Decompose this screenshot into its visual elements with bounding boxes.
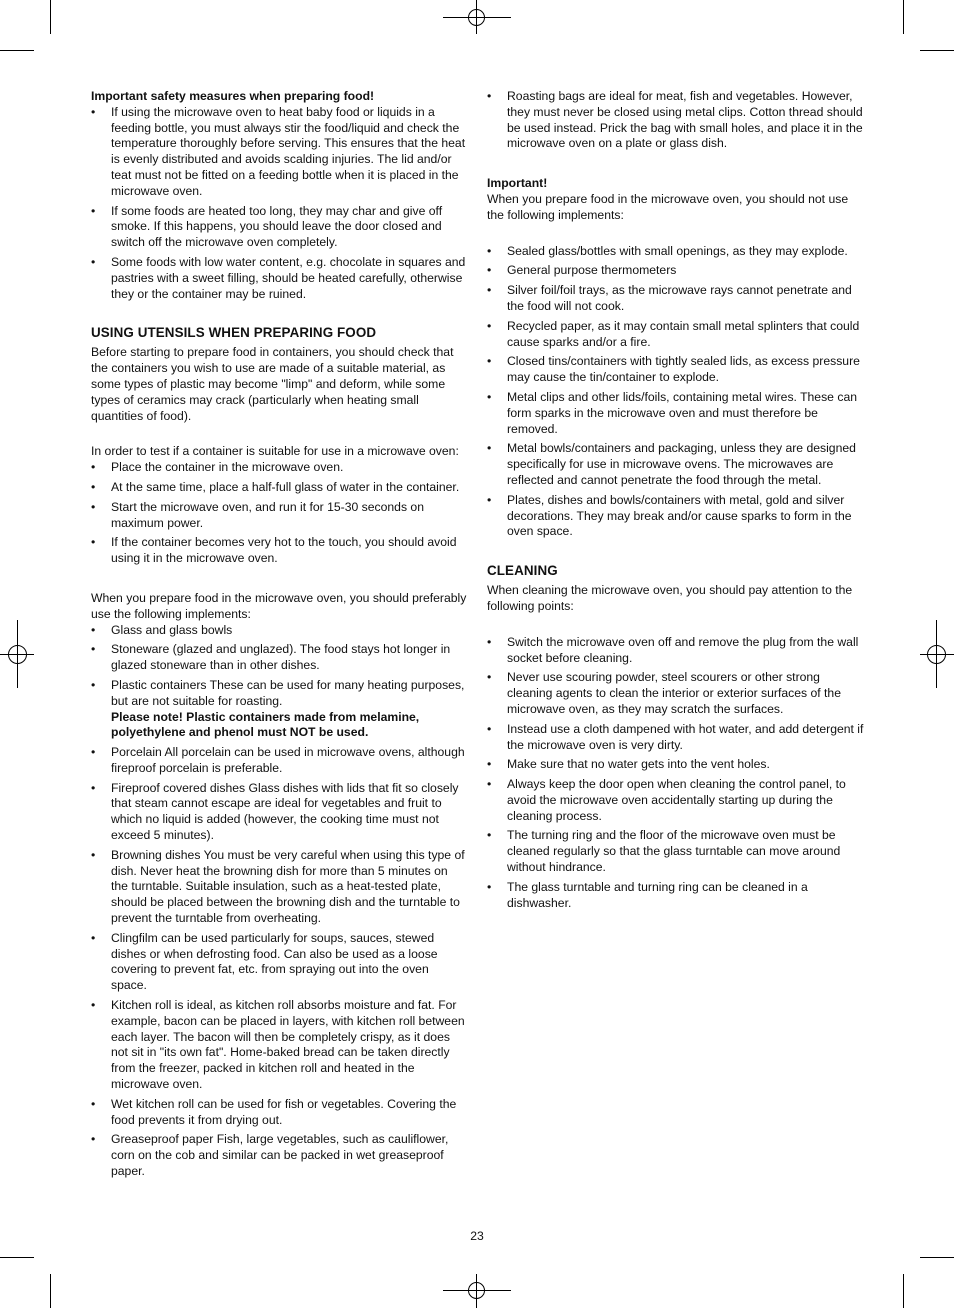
list-item: • If using the microwave oven to heat baby food or liquids in a feeding bottle, you must always stir the food/liquid and check the temperature thoroughly before serving. This ensures that the heat is evenly distributed and avoids scalding injuries. The lid and/or teat must not be fitted on a feeding bottle when it is placed in the microwave oven. [91,105,468,200]
list-item: • Silver foil/foil trays, as the microwave rays cannot penetrate and the food will not cook. [487,283,864,315]
list-item: • Metal clips and other lids/foils, containing metal wires. These can form sparks in the microwave oven and must therefore be removed. [487,390,864,437]
avoid-list [487,244,864,541]
list-item [91,678,468,741]
list-item: • Plates, dishes and bowls/containers with metal, gold and silver decorations. They may break and/or cause sparks to form in the oven space. [487,493,864,540]
list-item: • Start the microwave oven, and run it for 15-30 seconds on maximum power. [91,500,468,532]
list-item: • Instead use a cloth dampened with hot water, and add detergent if the microwave oven is very dirty. [487,722,864,754]
list-item: • Switch the microwave oven off and remove the plug from the wall socket before cleaning. [487,635,864,667]
prefer-list [91,623,468,1180]
crop-mark-bl-v [50,1274,51,1308]
crop-mark-tr-h [920,50,954,51]
list-item: • Always keep the door open when cleaning the control panel, to avoid the microwave oven accidentally starting up during the cleaning process. [487,777,864,824]
crop-mark-br-h [920,1257,954,1258]
utensils-heading: USING UTENSILS WHEN PREPARING FOOD [91,325,377,341]
roasting-list [487,89,864,152]
list-item: • Porcelain All porcelain can be used in microwave ovens, although fireproof porcelain is preferable. [91,745,468,777]
cleaning-heading: CLEANING [487,563,558,579]
list-item: • Recycled paper, as it may contain small metal splinters that could cause sparks and/or a fire. [487,319,864,351]
plastic-text: Plastic containers These can be used for many heating purposes, but are not suitable for roasting. [111,677,465,708]
list-item: • Sealed glass/bottles with small openings, as they may explode. [487,244,864,260]
list-item: • Some foods with low water content, e.g. chocolate in squares and pastries with a sweet filling, should be heated carefully, otherwise they or the container may be ruined. [91,255,468,302]
list-item: • Wet kitchen roll can be used for fish or vegetables. Covering the food prevents it from drying out. [91,1097,468,1129]
list-item: • If the container becomes very hot to the touch, you should avoid using it in the microwave oven. [91,535,468,567]
page-number: 23 [470,1229,484,1243]
list-item: • Closed tins/containers with tightly sealed lids, as excess pressure may cause the tin/container to explode. [487,354,864,386]
important-heading: Important! [487,176,548,191]
cleaning-list [487,635,864,912]
cleaning-intro: When cleaning the microwave oven, you should pay attention to the following points: [487,583,853,613]
list-item: • If some foods are heated too long, they may char and give off smoke. If this happens, you should leave the door closed and switch off the microwave oven completely. [91,204,468,251]
right-column [487,89,864,915]
crop-mark-bl-h [0,1257,34,1258]
safety-list [91,105,468,303]
reg-mark-right-circle [927,645,946,664]
list-item: • General purpose thermometers [487,263,864,279]
important-intro: When you prepare food in the microwave oven, you should not use the following implements: [487,191,849,222]
crop-mark-tr-v [903,0,904,34]
list-item: • Browning dishes You must be very careful when using this type of dish. Never heat the browning dish for more than 5 minutes on the turntable. Suitable insulation, such as a heat-tested plate, should be placed between the browning dish and the turntable to prevent the turntable from overheating. [91,848,468,927]
list-item: • Metal bowls/containers and packaging, unless they are designed specifically for use in microwave ovens. The microwaves are reflected and cannot penetrate the food through the metal. [487,441,864,488]
list-item: • Greaseproof paper Fish, large vegetables, such as cauliflower, corn on the cob and similar can be packed in wet greaseproof paper. [91,1132,468,1179]
reg-mark-top-circle [468,9,485,26]
list-item: • Never use scouring powder, steel scourers or other strong cleaning agents to clean the interior or exterior surfaces of the microwave oven, as they may scratch the surfaces. [487,670,864,717]
list-item: • The turning ring and the floor of the microwave oven must be cleaned regularly so that the glass turntable can move around without hindrance. [487,828,864,875]
list-item: • Kitchen roll is ideal, as kitchen roll absorbs moisture and fat. For example, bacon can be placed in layers, with kitchen roll between each layer. The bacon will then be completely crispy, as it does not sit in "its own fat". Home-baked bread can be taken directly from the freezer, packed in kitchen roll and heated in the microwave oven. [91,998,468,1093]
list-item: • Stoneware (glazed and unglazed). The food stays hot longer in glazed stoneware than in other dishes. [91,642,468,674]
list-item: • At the same time, place a half-full glass of water in the container. [91,480,468,496]
list-item: • Clingfilm can be used particularly for soups, sauces, stewed dishes or when defrosting food. Can also be used as a loose covering to prevent fat, etc. from spraying out into the oven space. [91,931,468,994]
left-column [91,89,468,1184]
utensils-intro: Before starting to prepare food in containers, you should check that the containers you wish to use are made of a suitable material, as some types of plastic may become "limp" and deform, while some types of ceramics may crack (particularly when heating small quantities of food). [91,345,454,423]
reg-mark-bottom-circle [468,1282,485,1299]
safety-heading: Important safety measures when preparing food! [91,89,375,103]
crop-mark-tl-h [0,50,34,51]
list-item: • Place the container in the microwave oven. [91,460,468,476]
test-list [91,460,468,567]
list-item: • Make sure that no water gets into the vent holes. [487,757,864,773]
list-item: • Glass and glass bowls [91,623,468,639]
prefer-intro: When you prepare food in the microwave oven, you should preferably use the following implements: [91,590,467,621]
plastic-warning: Please note! Plastic containers made from melamine, polyethylene and phenol must NOT be used. [111,709,420,740]
list-item: • The glass turntable and turning ring can be cleaned in a dishwasher. [487,880,864,912]
list-item: • Roasting bags are ideal for meat, fish and vegetables. However, they must never be closed using metal clips. Cotton thread should be used instead. Prick the bag with small holes, and place it in the microwave oven on a plate or glass dish. [487,89,864,152]
crop-mark-tl-v [50,0,51,34]
list-item: • Fireproof covered dishes Glass dishes with lids that fit so closely that steam cannot escape are ideal for vegetables and fruit to which no liquid is added (however, the cooking time must not exceed 5 minutes). [91,781,468,844]
test-intro: In order to test if a container is suitable for use in a microwave oven: [91,444,459,459]
crop-mark-br-v [903,1274,904,1308]
reg-mark-left-circle [8,645,27,664]
